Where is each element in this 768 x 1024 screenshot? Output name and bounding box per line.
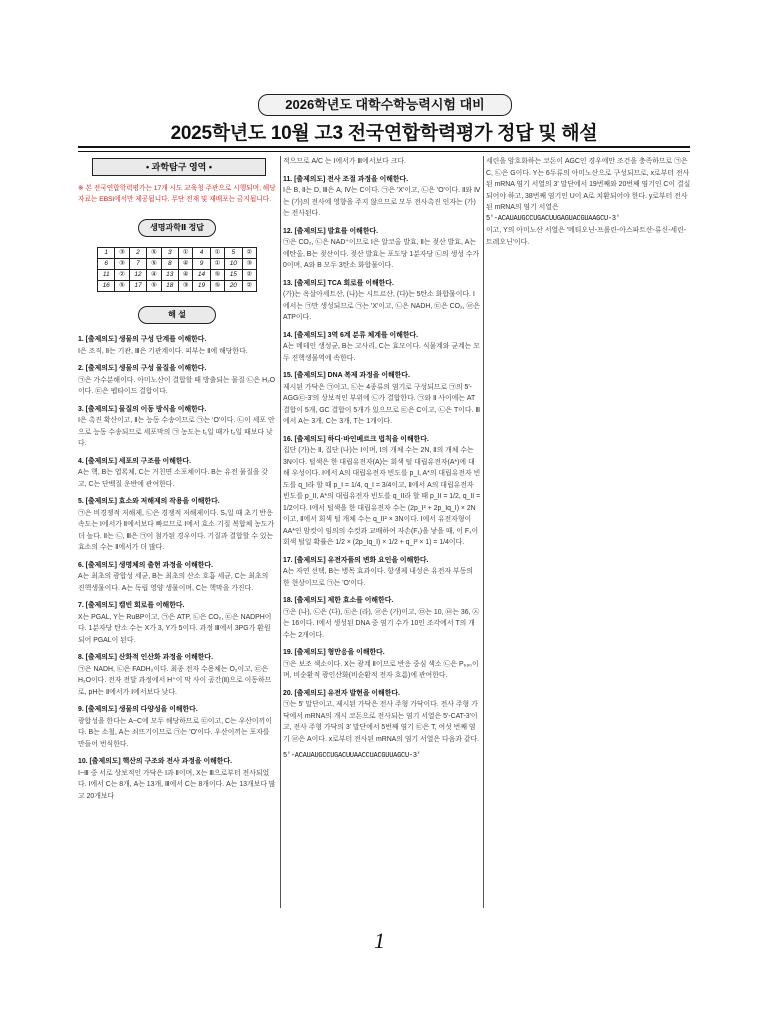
question-number-cell: 1 [98, 248, 115, 259]
explanation-item [78, 334, 276, 357]
question-number-cell: 11 [98, 270, 115, 281]
explanation-item [78, 704, 276, 750]
answer-cell: ③ [242, 259, 257, 270]
explanation-item [283, 330, 481, 365]
answer-cell: ③ [115, 259, 129, 270]
explanation-item [78, 404, 276, 450]
explanation-item [283, 226, 481, 272]
explanation-item [78, 756, 276, 802]
item-heading: 11. [출제의도] 전사 조절 과정을 이해한다. [283, 175, 409, 183]
answer-cell: ② [115, 270, 129, 281]
answer-cell: ④ [178, 270, 192, 281]
answer-cell: ① [178, 248, 192, 259]
question-number-cell: 6 [98, 259, 115, 270]
left-column [78, 156, 276, 808]
answer-cell: ② [242, 248, 257, 259]
item-body: 집단 (가)는 Ⅱ, 집단 (나)는 Ⅰ이며, Ⅰ의 개체 수는 2N, Ⅱ의 개체 수는 3N이다. 털색은 한 대립유전자(A)는 회색 털 대립유전자(A*)에 대해 우성이다. Ⅰ에서 A의 대립유전자 빈도를 p_I, A*의 대립유전자 빈도를 q_I라 할 때 p_I = 1/4, q_I = 3/4이고, Ⅱ에서 A의 대립유전자 빈도를 p_II, A*의 대립유전자 빈도를 q_II라 할 때 p_II = 1/2, q_II = 1/2이다. Ⅰ에서 털색을 한 대립유전자 수는 (2p_I² + 2p_Iq_I) × 2N이고, Ⅱ에서 회색 털 개체 수는 q_II² × 3N이다. Ⅰ에서 유전자형이 AA*인 암컷이 임의의 수컷과 교배하여 자손(F₁)을 낳을 때, 이 F₁이 회색 털일 확률은 1/2 × (2p_Iq_I) × 1/2 + q_I² × 1) = 1/4이다. [283, 447, 481, 546]
explanation-item [283, 647, 481, 682]
answer-cell: ③ [115, 248, 129, 259]
title-rule [78, 146, 690, 152]
item-body: ㉠는 5' 말단이고, 제시된 가닥은 전사 주형 가닥이다. 전사 주형 가닥에서 mRNA의 개시 코돈으로 전사되는 염기 서열은 5'-CAT-3'이고, 전사 주형 가닥의 3' 말단에서 5번째 염기 ㉢은 T, 여섯 번째 염기 ㉣은 A이다. x로부터 전사된 mRNA의 염기 서열은 다음과 같다. [283, 701, 480, 743]
mrna-sequence: 5'-ACAUAUGCCUGACUUAACCUACGUUAGCU-3' [283, 752, 421, 760]
question-number-cell: 17 [129, 281, 146, 292]
right-column [486, 156, 691, 248]
question-number-cell: 16 [98, 281, 115, 292]
answer-key-table [97, 247, 257, 292]
question-number-cell: 18 [161, 281, 178, 292]
item-heading: 4. [출제의도] 세포의 구조를 이해한다. [78, 457, 192, 465]
answer-cell: ⑤ [115, 281, 129, 292]
explanation-item [78, 652, 276, 698]
answer-row [98, 270, 257, 281]
explanation-item [78, 363, 276, 398]
answer-cell: ② [242, 281, 257, 292]
column-divider [280, 156, 281, 908]
item-heading: 15. [출제의도] DNA 복제 과정을 이해한다. [283, 372, 410, 379]
item-body: 광합성을 한다는 A~C에 모두 해당하므로 ㉢이고, C는 우산이끼이다. B는 소철, A는 쇠뜨기이므로 ㉠는 'O'이다. 우산이끼는 포자를 만들어 번식한다. [78, 717, 272, 748]
item-body: ㉠은 비경쟁적 저해제, ㉡은 경쟁적 저해제이다. S₁일 때 초기 반응 속도는 Ⅰ에서가 Ⅱ에서보다 빠르므로 Ⅰ에서 효소·기질 복합체 농도가 더 높다. Ⅱ는 ㉡, Ⅲ은 ㉠이 첨가된 경우이다. 기질과 결합할 수 있는 효소의 수는 Ⅱ에서가 더 많다. [78, 509, 275, 551]
item-heading: 9. [출제의도] 생물의 다양성을 이해한다. [78, 706, 198, 713]
item-body: Ⅰ은 조직, Ⅱ는 기관, Ⅲ은 기관계이다. 피부는 Ⅱ에 해당한다. [78, 347, 248, 355]
page-number: 1 [374, 928, 385, 953]
answer-cell: ⑤ [210, 270, 224, 281]
answer-key-title: 생명과학Ⅱ 정답 [138, 219, 216, 237]
item-body: Ⅰ~Ⅲ 중 서로 상보적인 가닥은 Ⅰ과 Ⅱ이며, X는 Ⅲ으로부터 전사되었다. Ⅰ에서 C는 8개, A는 13개, Ⅲ에서 C는 8개이다. A는 13개보다 많고 20개보다 [78, 769, 276, 800]
item-body: ㉠은 가수분해이다. 아미노산이 결합할 때 방출되는 물질 ㉡은 H₂O이다. ㉢은 펩타이드 결합이다. [78, 376, 276, 395]
item-heading: 12. [출제의도] 발효를 이해한다. [283, 227, 379, 235]
item-heading: 20. [출제의도] 유전자 발현을 이해한다. [283, 689, 400, 697]
explanation-item [78, 600, 276, 646]
explanation-item [283, 688, 481, 746]
item-body: (가)는 옥살아세트산, (나)는 시트르산, (다)는 5탄소 화합물이다. Ⅰ에서는 ㉠만 생성되므로 ㉠는 'X'이고, ㉡은 NADH, ㉢은 CO₂, ㉣은 ATP이다. [283, 291, 481, 321]
item-body: ㉠은 NADH, ㉡은 FADH₂이다. 최종 전자 수용체는 O₂이고, ㉢은 H₂O이다. 전자 전달 과정에서 H⁺이 막 사이 공간(Ⅱ)으로 이동하므로, pH는 Ⅱ에서가 Ⅰ에서보다 낮다. [78, 665, 272, 696]
item-body: Ⅰ은 촉진 확산이고, Ⅱ는 능동 수송이므로 ㉠는 'O'이다. ㉡이 세포 안으로 능동 수송되므로 세포막의 ㉠ 농도는 t₁일 때가 t₂일 때보다 낮다. [78, 417, 275, 447]
question-number-cell: 2 [129, 248, 146, 259]
item-heading: 6. [출제의도] 생명체의 출현 과정을 이해한다. [78, 561, 213, 569]
item-heading: 13. [출제의도] TCA 회로를 이해한다. [283, 279, 394, 287]
question-number-cell: 13 [161, 270, 178, 281]
answer-cell: ④ [178, 259, 192, 270]
item-body: A는 메테인 생성균, B는 고사리, C는 효모이다. 식물계와 균계는 모두 진핵생물역에 속한다. [283, 343, 480, 362]
question-number-cell: 19 [193, 281, 210, 292]
explanation-item [283, 370, 481, 428]
item-heading: 18. [출제의도] 제한 효소를 이해한다. [283, 597, 394, 604]
question-number-cell: 9 [193, 259, 210, 270]
item-heading: 17. [출제의도] 유전자풀의 변화 요인을 이해한다. [283, 556, 429, 564]
question-number-cell: 3 [161, 248, 178, 259]
item-body: X는 PGAL, Y는 RuBP이고, ㉠은 ATP, ㉡은 CO₂, ㉢은 NADPH이다. 1분자당 탄소 수는 X가 3, Y가 5이다. 과정 Ⅲ에서 3PG가 환원되어 PGAL이 된다. [78, 613, 272, 644]
continued-text: 이고, Y의 아미노산 서열은 '메티오닌-프롤린-아스파트산-류신-세린-트레오닌'이다. [486, 227, 687, 246]
explanation-item [283, 434, 481, 549]
item-body: ㉠은 보조 색소이다. X는 광계 Ⅱ이므로 반응 중심 색소 ㉡은 P₆₈₀이며, 비순환적 광인산화(비순환적 전자 흐름)에 관여한다. [283, 660, 479, 679]
answer-cell: ⑤ [147, 259, 161, 270]
explanation-item [283, 278, 481, 324]
explanation-item [78, 456, 276, 491]
explanation-list [78, 334, 276, 802]
item-heading: 3. [출제의도] 물질의 이동 방식을 이해한다. [78, 405, 207, 413]
explanation-item [78, 560, 276, 595]
explanation-item [283, 174, 481, 220]
answer-row [98, 259, 257, 270]
question-number-cell: 14 [193, 270, 210, 281]
item-body: A는 최초의 광합성 세균, B는 최초의 산소 호흡 세균, C는 최초의 진핵생물이다. A는 독립 영양 생물이며, C는 핵막을 가진다. [78, 573, 269, 592]
question-number-cell: 8 [161, 259, 178, 270]
answer-cell: ③ [178, 281, 192, 292]
question-number-cell: 12 [129, 270, 146, 281]
answer-cell: ② [242, 270, 257, 281]
copyright-notice: ※ 본 전국연합학력평가는 17개 시도 교육청 주관으로 시행되며, 해당 자료는 EBSi에서만 제공됩니다. 무단 전재 및 재배포는 금지됩니다. [78, 185, 276, 203]
explanation-list [283, 174, 481, 746]
answer-cell: ① [210, 259, 224, 270]
question-number-cell: 20 [225, 281, 242, 292]
answer-cell: ⑤ [147, 248, 161, 259]
answer-cell: ④ [147, 270, 161, 281]
item-heading: 19. [출제의도] 형만응을 이해한다. [283, 649, 385, 656]
question-number-cell: 4 [193, 248, 210, 259]
explanation-title: 해 설 [138, 306, 216, 324]
item-heading: 2. [출제의도] 생물의 구성 물질을 이해한다. [78, 365, 207, 372]
continued-text: 세린을 암호화하는 코돈이 AGC인 경우에만 조건을 충족하므로 ㉠은 C, ㉡은 G이다. Y는 6두류의 아미노산으로 구성되므로, x로부터 전사된 mRNA 염기 서열의 3' 말단에서 19번째와 20번째 염기인 C이 결실되어야 하고, 38번째 염기인 U이 A로 치환되어야 한다. y로부터 전사된 mRNA의 염기 서열은 [486, 158, 691, 211]
item-heading: 8. [출제의도] 산화적 인산화 과정을 이해한다. [78, 654, 213, 661]
item-heading: 10. [출제의도] 핵산의 구조와 전사 과정을 이해한다. [78, 758, 233, 765]
item-body: ㉠은 CO₂, ㉡은 NAD⁺이므로 Ⅰ은 알코올 발효, Ⅱ는 젖산 발효, A는 에탄올, B는 젖산이다. 젖산 발효는 포도당 1분자당 ㉡의 생성 수가 0이며, A와 B 모두 3탄소 화합물이다. [283, 239, 480, 269]
answer-cell: ① [210, 248, 224, 259]
item-heading: 1. [출제의도] 생물의 구성 단계를 이해한다. [78, 336, 207, 343]
item-body: 제시된 가닥은 ㉠이고, ㉡는 4종류의 염기로 구성되므로 ㉠의 5'-AGG㉢-3'의 상보적인 부위에 ㉡가 결합한다. ㉠와 Ⅱ 사이에는 AT 결합이 5개, GC 결합이 5개가 있으므로 ㉢은 C이고, ㉡은 T이다. Ⅲ에서 A는 3개, C는 3개, T는 1개이다. [283, 383, 481, 425]
answer-row [98, 248, 257, 259]
mrna-sequence: 5'-ACAUAUGCCUGACUUGAGUACGUAAGCU-3' [486, 214, 620, 223]
explanation-item [78, 496, 276, 554]
question-number-cell: 5 [225, 248, 242, 259]
answer-cell: ⑤ [210, 281, 224, 292]
continued-text: 적으므로 A/C 는 Ⅰ에서가 Ⅲ에서보다 크다. [283, 158, 406, 165]
subject-area-label: • 과학탐구 영역 • [92, 158, 266, 176]
item-heading: 16. [출제의도] 하디·바인베르크 법칙을 이해한다. [283, 435, 429, 443]
middle-column [283, 156, 481, 763]
item-heading: 7. [출제의도] 캘빈 회로를 이해한다. [78, 602, 185, 609]
item-body: A는 자연 선택, B는 병목 효과이다. 항생제 내성은 유전자 부동의 한 현상이므로 ㉠는 'O'이다. [283, 568, 474, 587]
item-heading: 5. [출제의도] 효소와 저해제의 작용을 이해한다. [78, 498, 220, 505]
answer-row [98, 281, 257, 292]
question-number-cell: 7 [129, 259, 146, 270]
question-number-cell: 15 [225, 270, 242, 281]
item-body: Ⅰ은 B, Ⅱ는 D, Ⅲ은 A, Ⅳ는 C이다. ㉠은 'X'이고, ㉡은 'O'이다. Ⅱ와 Ⅳ는 (가)의 전사에 영향을 주지 않으므로 모두 전사촉진 인자는 (가)는 전사된다. [283, 187, 481, 217]
item-body: ㉠은 (나), ㉡은 (다), ㉢은 (라), ㉣은 (가)이고, ㉤는 10, ㉥는 36, ㉦는 16이다. Ⅰ에서 생성된 DNA 중 염기 수가 10인 조각에서 T의 개수는 2개이다. [283, 608, 480, 639]
exam-subtitle-badge: 2026학년도 대학수학능력시험 대비 [258, 94, 512, 116]
page-title: 2025학년도 10월 고3 전국연합학력평가 정답 및 해설 [170, 123, 598, 144]
explanation-item [283, 555, 481, 590]
explanation-item [283, 595, 481, 641]
item-heading: 14. [출제의도] 3역 6계 분류 체계를 이해한다. [283, 331, 419, 339]
question-number-cell: 10 [225, 259, 242, 270]
item-body: A는 핵, B는 엽록체, C는 거친면 소포체이다. B는 유전 물질을 갖고, C는 단백질 운반에 관여한다. [78, 469, 269, 488]
answer-cell: ⑤ [147, 281, 161, 292]
column-divider [483, 156, 484, 908]
